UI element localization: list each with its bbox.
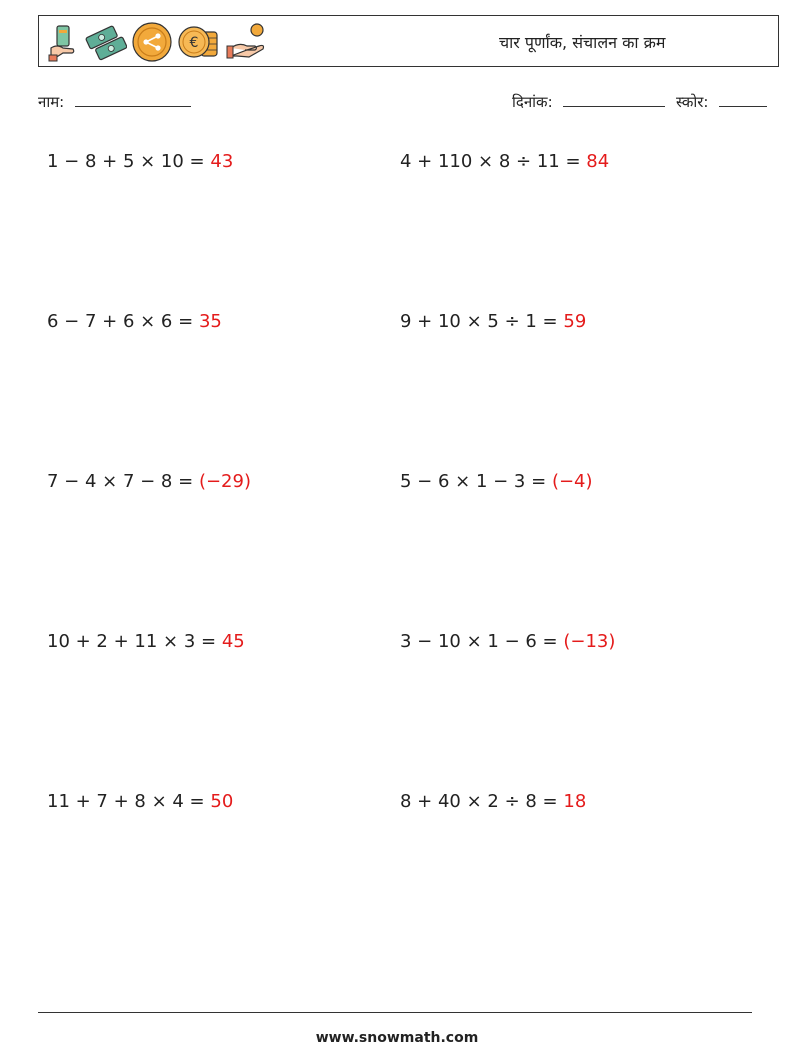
problem-answer: (−4) [551,471,593,492]
problem-answer: 43 [210,151,234,172]
problem-answer: 59 [563,311,587,332]
euro-coins-icon [177,22,221,62]
problem-answer: (−29) [198,471,251,492]
worksheet-header [38,15,779,67]
score-blank[interactable] [719,92,767,107]
problem-expression: 10 + 2 + 11 × 3 = [47,631,217,652]
name-field[interactable] [38,92,191,112]
problem-expression: 3 − 10 × 1 − 6 = [400,631,558,652]
problem-7 [47,631,245,652]
problem-2 [400,151,609,172]
footer-url[interactable]: www.snowmath.com [315,1030,479,1046]
problem-answer: 50 [210,791,234,812]
problem-expression: 6 − 7 + 6 × 6 = [47,311,194,332]
problem-4 [400,311,586,332]
problem-answer: 35 [198,311,222,332]
problem-6 [400,471,593,492]
problem-answer: 18 [563,791,587,812]
problem-10 [400,791,586,812]
hand-card-icon [47,22,81,62]
cash-icon [85,22,127,62]
problem-answer: 45 [221,631,245,652]
date-field[interactable] [512,92,665,112]
worksheet-title: चार पूर्णांक, संचालन का क्रम [499,33,666,52]
name-label: नाम: [38,93,65,111]
problem-9 [47,791,233,812]
score-label: स्कोर: [676,93,709,111]
problem-expression: 8 + 40 × 2 ÷ 8 = [400,791,558,812]
problem-expression: 9 + 10 × 5 ÷ 1 = [400,311,558,332]
problem-1 [47,151,233,172]
problem-expression: 11 + 7 + 8 × 4 = [47,791,205,812]
footer-divider [38,1012,752,1013]
header-icons [47,20,269,64]
problem-expression: 5 − 6 × 1 − 3 = [400,471,547,492]
score-field[interactable] [676,92,767,112]
problem-expression: 1 − 8 + 5 × 10 = [47,151,205,172]
problem-5 [47,471,251,492]
name-blank[interactable] [75,92,191,107]
problem-answer: (−13) [563,631,616,652]
share-coin-icon [131,21,173,63]
hand-coin-icon [225,22,269,62]
problem-answer: 84 [586,151,610,172]
problem-8 [400,631,615,652]
problem-expression: 4 + 110 × 8 ÷ 11 = [400,151,581,172]
problem-expression: 7 − 4 × 7 − 8 = [47,471,194,492]
problem-3 [47,311,222,332]
date-label: दिनांक: [512,93,553,111]
svg-text:€: € [189,35,199,51]
date-blank[interactable] [563,92,665,107]
